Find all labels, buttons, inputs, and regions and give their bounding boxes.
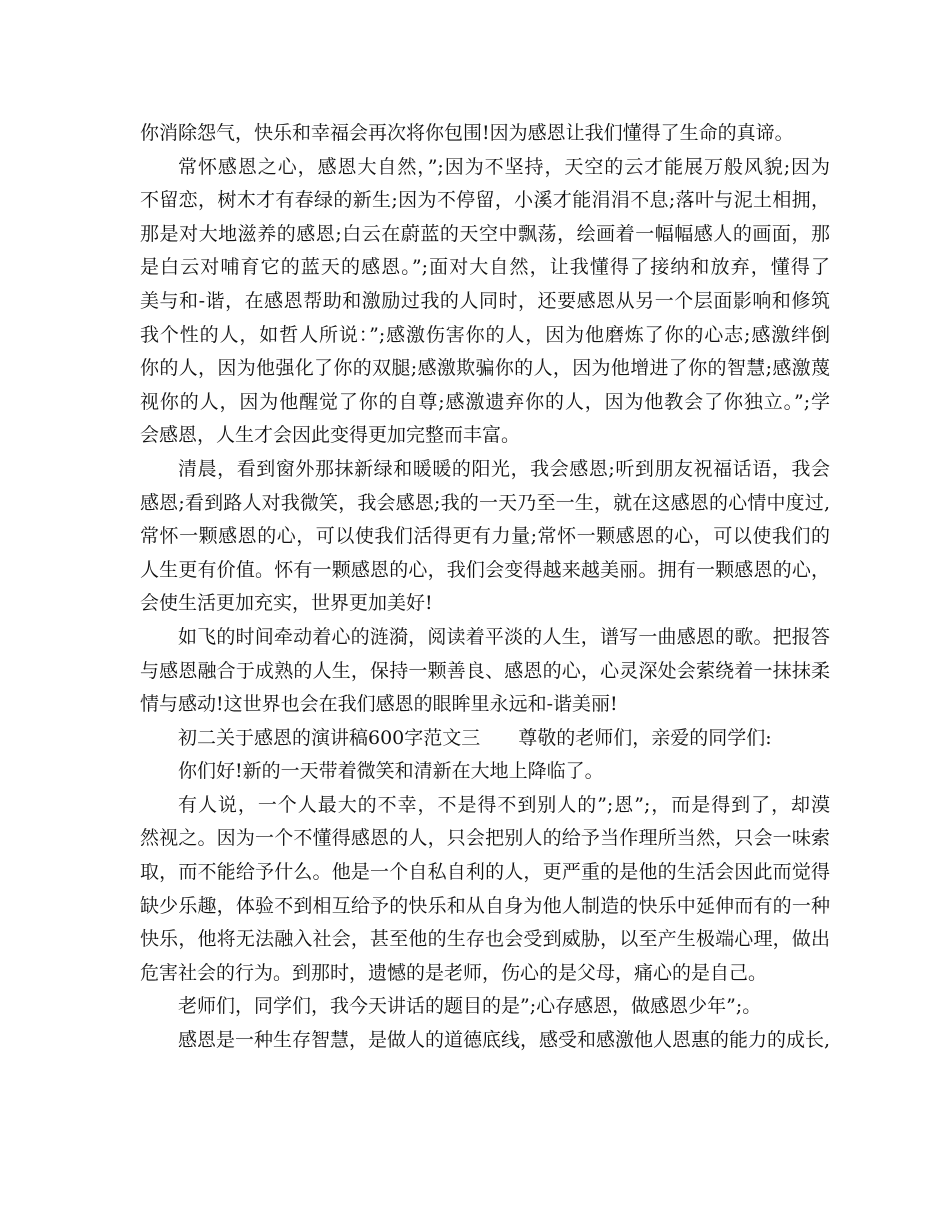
text-line: 我个性的人，如哲人所说：”;感激伤害你的人，因为他磨炼了你的心志;感激绊倒 (140, 323, 830, 346)
text-line: 感恩;看到路人对我微笑，我会感恩;我的一天乃至一生，就在这感恩的心情中度过, (140, 491, 830, 514)
text-line: 如飞的时间牵动着心的涟漪，阅读着平淡的人生，谱写一曲感恩的歌。把报答 (178, 625, 830, 648)
text-line: 老师们，同学们，我今天讲话的题目的是”;心存感恩，做感恩少年”;。 (178, 995, 762, 1018)
text-line: 是白云对哺育它的蓝天的感恩。”;面对大自然，让我懂得了接纳和放弃，懂得了 (140, 256, 830, 279)
text-line: 感恩是一种生存智慧，是做人的道德底线，感受和感激他人恩惠的能力的成长, (178, 1029, 830, 1052)
text-line: 会使生活更加充实，世界更加美好! (140, 592, 433, 615)
text-line: 缺少乐趣，体验不到相互给予的快乐和从自身为他人制造的快乐中延伸而有的一种 (140, 894, 830, 917)
text-line: 那是对大地滋养的感恩;白云在蔚蓝的天空中飘荡，绘画着一幅幅感人的画面，那 (140, 222, 830, 245)
text-line: 不留恋，树木才有春绿的新生;因为不停留，小溪才能涓涓不息;落叶与泥土相拥， (140, 189, 830, 212)
text-line: 常怀一颗感恩的心，可以使我们活得更有力量;常怀一颗感恩的心，可以使我们的 (140, 525, 830, 548)
text-line: 你消除怨气，快乐和幸福会再次将你包围!因为感恩让我们懂得了生命的真谛。 (140, 122, 794, 144)
text-line: 常怀感恩之心，感恩大自然，”;因为不坚持，天空的云才能展万般风貌;因为 (178, 155, 830, 178)
text-line: 会感恩，人生才会因此变得更加完整而丰富。 (140, 424, 521, 447)
text-line: 与感恩融合于成熟的人生，保持一颗善良、感恩的心，心灵深处会萦绕着一抹抹柔 (140, 659, 830, 682)
text-line: 然视之。因为一个不懂得感恩的人，只会把别人的给予当作理所当然，只会一味索 (140, 827, 830, 850)
text-line: 你们好!新的一天带着微笑和清新在大地上降临了。 (178, 760, 604, 783)
text-line: 取，而不能给予什么。他是一个自私自利的人，更严重的是他的生活会因此而觉得 (140, 861, 830, 884)
text-line: 美与和-谐，在感恩帮助和激励过我的人同时，还要感恩从另一个层面影响和修筑 (140, 289, 830, 312)
document-body (140, 117, 830, 1058)
text-line: 人生更有价值。怀有一颗感恩的心，我们会变得越来越美丽。拥有一颗感恩的心， (140, 558, 830, 581)
text-line: 视你的人，因为他醒觉了你的自尊;感激遗弃你的人，因为他教会了你独立。”;学 (140, 390, 830, 413)
text-line: 你的人，因为他强化了你的双腿;感激欺骗你的人，因为他增进了你的智慧;感激蔑 (140, 357, 830, 380)
text-line: 有人说，一个人最大的不幸，不是得不到别人的”;恩”;，而是得到了，却漠 (178, 793, 830, 816)
text-line: 清晨，看到窗外那抹新绿和暖暖的阳光，我会感恩;听到朋友祝福话语，我会 (178, 457, 830, 480)
text-line: 初二关于感恩的演讲稿600字范文三 尊敬的老师们，亲爱的同学们: (178, 726, 772, 749)
text-line: 快乐，他将无法融入社会，甚至他的生存也会受到威胁，以至产生极端心理，做出 (140, 928, 830, 951)
text-line: 危害社会的行为。到那时，遗憾的是老师，伤心的是父母，痛心的是自己。 (140, 961, 768, 984)
text-line: 情与感动!这世界也会在我们感恩的眼眸里永远和-谐美丽! (140, 693, 618, 716)
